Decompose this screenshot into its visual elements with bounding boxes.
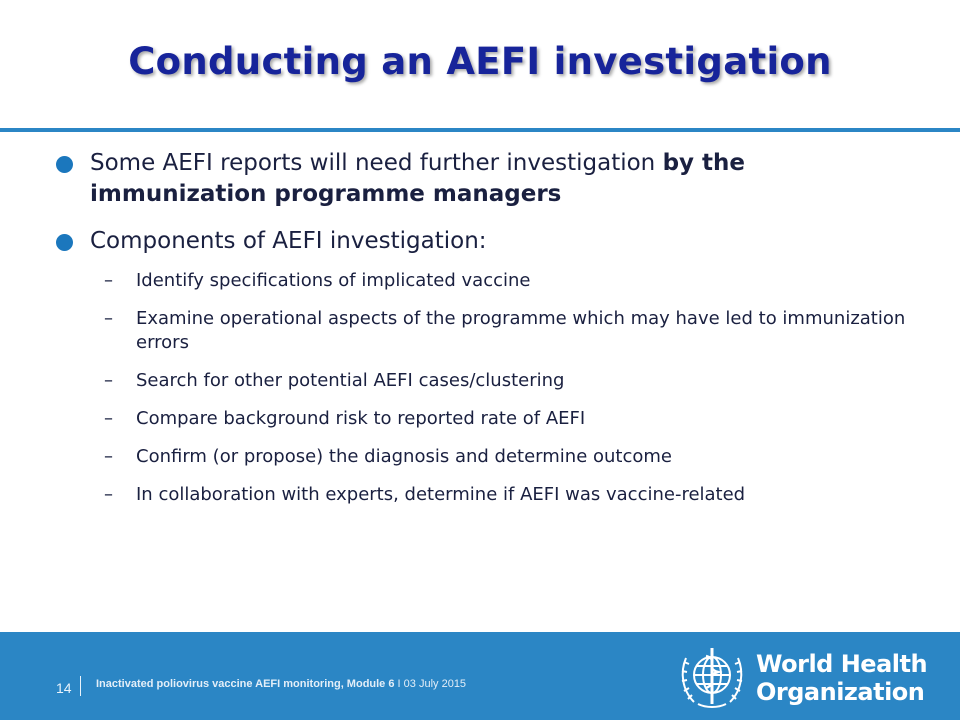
bullet-text-bold: by the immunization programme managers <box>90 150 746 207</box>
who-wordmark-line2: Organization <box>756 678 925 706</box>
slide-content <box>56 148 916 521</box>
page-number: 14 <box>56 680 72 696</box>
who-wordmark-line1: World Health <box>756 650 928 678</box>
sub-bullet-item <box>56 445 916 469</box>
bullet-item <box>56 148 916 210</box>
sub-bullet-item <box>56 269 916 293</box>
dash-marker: – <box>104 408 113 429</box>
sub-bullet-item <box>56 369 916 393</box>
sub-bullet-list <box>56 269 916 507</box>
bullet-dot-icon <box>56 156 73 173</box>
dash-marker: – <box>104 270 113 291</box>
sub-bullet-text: Compare background risk to reported rate of AEFI <box>136 408 586 429</box>
dash-marker: – <box>104 308 113 329</box>
footer-separator: I <box>397 678 401 690</box>
sub-bullet-text: Examine operational aspects of the programme which may have led to immunization errors <box>136 308 906 353</box>
sub-bullet-item <box>56 407 916 431</box>
dash-marker: – <box>104 370 113 391</box>
bullet-item <box>56 226 916 257</box>
title-divider <box>0 128 960 132</box>
who-emblem-icon <box>676 642 748 712</box>
bullet-text: Components of AEFI investigation: <box>90 228 487 254</box>
who-wordmark <box>756 650 927 706</box>
slide-title: Conducting an AEFI investigation <box>128 40 832 83</box>
dash-marker: – <box>104 446 113 467</box>
module-title: Inactivated poliovirus vaccine AEFI monitoring, Module 6 <box>96 678 395 690</box>
sub-bullet-item <box>56 307 916 355</box>
who-logo <box>676 642 936 712</box>
sub-bullet-text: Confirm (or propose) the diagnosis and determine outcome <box>136 446 672 467</box>
sub-bullet-item <box>56 483 916 507</box>
footer-date: 03 July 2015 <box>403 678 467 690</box>
sub-bullet-text: Search for other potential AEFI cases/clustering <box>136 370 565 391</box>
sub-bullet-text: Identify specifications of implicated vaccine <box>136 270 531 291</box>
sub-bullet-text: In collaboration with experts, determine if AEFI was vaccine-related <box>136 484 746 505</box>
slide-footer <box>0 632 960 720</box>
bullet-dot-icon <box>56 234 73 251</box>
dash-marker: – <box>104 484 113 505</box>
footer-divider <box>80 676 81 696</box>
bullet-text: Some AEFI reports will need further investigation <box>90 150 663 176</box>
footer-caption <box>96 676 526 692</box>
